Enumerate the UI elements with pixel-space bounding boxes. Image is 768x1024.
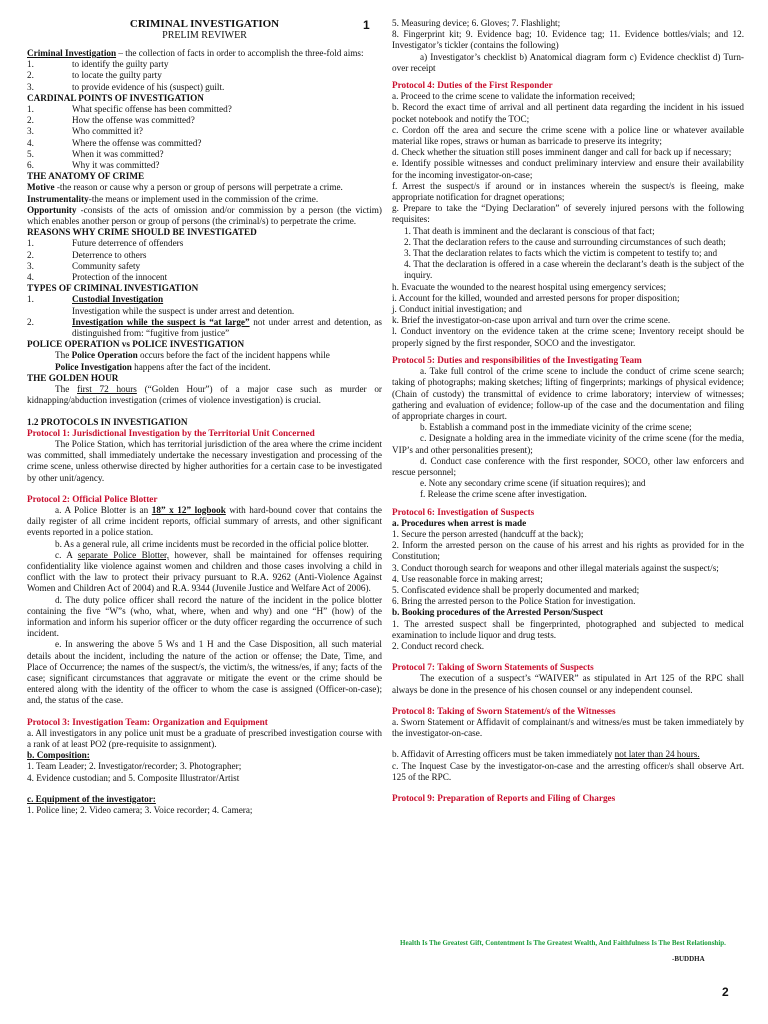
list-item: e. Note any secondary crime scene (if situation requires); and (420, 478, 646, 489)
protocol-heading: Protocol 1: Jurisdictional Investigation by the Territorial Unit Concerned (27, 427, 315, 438)
protocol-text: a. Sworn Statement or Affidavit of complainant/s and witness/es must be taken immediately by the investigator-on-case. (392, 716, 744, 739)
list-item: 4. Use reasonable force in making arrest; (392, 573, 543, 584)
page-number: 2 (722, 985, 729, 999)
protocol-text: The Police Station, which has territorial jurisdiction of the area where the crime incident was committed, shall immediately undertake the necessary investigation and processing of the crime scene, unless otherwise directed by higher authorities for a certain case to be investigated by other unit/agency. (27, 438, 382, 483)
list-item: 3. Conduct thorough search for weapons and other illegal materials against the suspect/s; (392, 562, 719, 573)
list-item: 2. How the offense was committed? (27, 115, 195, 126)
protocol-text: a. All investigators in any police unit must be a graduate of prescribed investigation course with a rank of at least PO2 (pre-requisite to assignment). (27, 727, 382, 749)
list-item: 1. Secure the person arrested (handcuff at the back); (392, 528, 584, 539)
protocol-heading: Protocol 9: Preparation of Reports and Filing of Charges (392, 793, 616, 803)
list-item: 2. to locate the guilty party (27, 70, 162, 81)
protocol-text: The execution of a suspect’s “WAIVER” as stipulated in Art 125 of the RPC shall always be done in the presence of his chosen counsel or any independent counsel. (392, 673, 744, 695)
list-item: a. Take full control of the crime scene to include the conduct of crime scene search; taking of photographs; making sketches; lifting of fingerprints; markings of physical evidence; (Chain of custody) the transmittal of evidence to crime laboratory; interview of witnesses; gathering and evaluation of evidence; follow-up of the case and the documentation and filing of appropriate charges in court. (392, 366, 744, 421)
arrest-procedures-list (392, 529, 744, 607)
list-item: 1. Custodial Investigation (27, 294, 164, 305)
section-heading: THE GOLDEN HOUR (27, 372, 119, 383)
protocol-text: a. A Police Blotter is an 18” x 12” logbook with hard-bound cover that contains the daily register of all crime incident reports, official summary of arrests, and other significant events reported in a police station. (27, 504, 382, 538)
list-item: c. Designate a holding area in the immediate vicinity of the crime scene (for the media, VIP’s and other personalities present); (392, 433, 744, 455)
sub-heading: a. Procedures when arrest is made (392, 517, 527, 528)
protocol-text: b. Affidavit of Arresting officers must be taken immediately not later than 24 hours. (392, 749, 700, 760)
list-item: i. Account for the killed, wounded and arrested persons for proper disposition; (392, 292, 680, 303)
protocol-heading: Protocol 8: Taking of Sworn Statement/s of the Witnesses (392, 705, 616, 716)
protocol-text: e. In answering the above 5 Ws and 1 H and the Case Disposition, all such material details about the incident, including the nature of the action or offense; the Date, Time, and Place of Occurrence; the names of the suspect/s, the victim/s, the witness/es, if any; facts of the case; significant circumstances that aggravate or mitigate the event or the crime should be entered along with the identity of the officer to whom the case is assigned (Officer-on-case); and, the status of the case. (27, 639, 382, 706)
list-item: 6. Bring the arrested person to the Police Station for investigation. (392, 596, 636, 607)
list-item: b. Establish a command post in the immediate vicinity of the crime scene; (420, 422, 692, 433)
list-item: 4. Where the offense was committed? (27, 137, 202, 148)
list-item-desc: Investigation while the suspect is under arrest and detention. (72, 305, 295, 316)
equipment-text: 5. Measuring device; 6. Gloves; 7. Flashlight; (392, 18, 561, 28)
instrumentality-definition: Instrumentality-the means or implement used in the commission of the crime. (27, 193, 319, 204)
section-heading: POLICE OPERATION vs POLICE INVESTIGATION (27, 339, 245, 350)
protocol-heading: Protocol 7: Taking of Sworn Statements of Suspects (392, 662, 594, 673)
opportunity-definition: Opportunity -consists of the acts of omission and/or commission by a person (the victim) which enables another person or group of persons (the criminal/s) to perpetrate the crime. (27, 204, 382, 227)
list-item: 2. Deterrence to others (27, 249, 147, 260)
protocol-text: c. A separate Police Blotter, however, shall be maintained for offenses requiring confidentiality like violence against women and children and those cases involving a child in conflict with the law to protect their privacy pursuant to R.A. 9262 (Anti-Violence Against Women and Children Act of 2004) and R.A. 9344 (Juvenile Justice and Welfare Act of 2006). (27, 549, 382, 594)
list-item: f. Arrest the suspect/s if around or in instances wherein the suspect/s is fleeing, make appropriate notification for dragnet operations; (392, 180, 744, 203)
equipment-text: a) Investigator’s checklist b) Anatomical diagram form c) Evidence checklist d) Turn-over receipt (392, 51, 744, 73)
list-item: g. Prepare to take the “Dying Declaration” of severely injured persons with the following requisites: (392, 203, 744, 225)
document-subtitle: PRELIM REVIWER (162, 30, 247, 41)
section-heading: TYPES OF CRIMINAL INVESTIGATION (27, 283, 199, 294)
section-heading: REASONS WHY CRIME SHOULD BE INVESTIGATED (27, 227, 257, 238)
cardinal-list (27, 104, 382, 171)
list-item: l. Conduct inventory on the evidence taken at the crime scene; Inventory receipt should be properly signed by the first responder, SOCO and the investigator. (392, 326, 744, 348)
protocol-text: d. The duty police officer shall record the nature of the incident in the police blotter containing the five “W”s (who, what, where, when and why) and one “H” (how) of the information and inform his superior officer or the duty officer regarding the occurrence of such incident. (27, 594, 382, 639)
police-operation-text: The Police Operation occurs before the fact of the incident happens while (55, 350, 330, 361)
list-item: c. Cordon off the area and secure the crime scene with a police line or whatever available material like ropes, straws or human as barricade to preserve its integrity; (392, 124, 744, 147)
list-item: h. Evacuate the wounded to the nearest hospital using emergency services; (392, 281, 667, 292)
protocol-text: 1. Police line; 2. Video camera; 3. Voice recorder; 4. Camera; (27, 805, 253, 815)
section-heading: CARDINAL POINTS OF INVESTIGATION (27, 92, 204, 103)
reasons-list (27, 238, 382, 283)
section-heading: 1.2 PROTOCOLS IN INVESTIGATION (27, 416, 188, 427)
list-item: 1. The arrested suspect shall be fingerprinted, photographed and subjected to medical examination to include liquor and drug tests. (392, 618, 744, 640)
protocol-text: 1. Team Leader; 2. Investigator/recorder; 3. Photographer; (27, 761, 242, 772)
document-title: CRIMINAL INVESTIGATION (129, 18, 280, 30)
protocol-heading: Protocol 3: Investigation Team: Organization and Equipment (27, 716, 268, 727)
list-item: a. Proceed to the crime scene to validate the information received; (392, 91, 636, 102)
list-item: 4. That the declaration is offered in a case wherein the declarant’s death is the subject of the inquiry. (404, 259, 744, 281)
aims-list (27, 59, 382, 93)
list-item: 6. Why it was committed? (27, 160, 160, 171)
protocol-heading: Protocol 6: Investigation of Suspects (392, 506, 535, 517)
sub-heading: b. Booking procedures of the Arrested Person/Suspect (392, 607, 604, 618)
protocol-heading: Protocol 4: Duties of the First Responder (392, 80, 553, 91)
booking-procedures-list (392, 619, 744, 653)
list-item: 2. Conduct record check. (392, 640, 485, 651)
list-item: j. Conduct initial investigation; and (392, 304, 522, 315)
page-number: 1 (363, 18, 370, 32)
list-item: 3. Community safety (27, 260, 141, 271)
protocol-heading: Protocol 2: Official Police Blotter (27, 493, 158, 504)
golden-hour-text: The first 72 hours (“Golden Hour”) of a major case such as murder or kidnapping/abduction investigation (crimes of violence investigation) is crucial. (27, 384, 382, 406)
list-item: 2. That the declaration refers to the cause and surrounding circumstances of such death; (404, 236, 726, 247)
list-item: f. Release the crime scene after investigation. (420, 489, 587, 500)
quote-author: -BUDDHA (672, 955, 705, 963)
list-item: b. Record the exact time of arrival and all pertinent data regarding the incident in his issued pocket notebook and notify the TOC; (392, 102, 744, 124)
list-item: 4. Protection of the innocent (27, 272, 168, 283)
investigating-team-list (392, 366, 744, 500)
motive-definition: Motive -the reason or cause why a person or group of persons will perpetrate a crime. (27, 182, 343, 193)
list-item: 5. When it was committed? (27, 148, 164, 159)
police-investigation-text: Police Investigation happens after the fact of the incident. (55, 361, 271, 372)
list-item: k. Brief the investigator-on-case upon arrival and turn over the crime scene. (392, 315, 671, 326)
list-item: 3. That the declaration relates to facts which the victim is competent to testify to; and (404, 248, 718, 259)
list-item: 1. Future deterrence of offenders (27, 238, 184, 249)
definition: Criminal Investigation – the collection of facts in order to accomplish the three-fold aims: (27, 48, 364, 58)
list-item: 5. Confiscated evidence shall be properly documented and marked; (392, 584, 640, 595)
list-item: 1. to identify the guilty party (27, 59, 169, 70)
list-item: 1. What specific offense has been committed? (27, 104, 232, 115)
protocol-text: c. The Inquest Case by the investigator-on-case and the arresting officer/s shall observe Art. 125 of the RPC. (392, 760, 744, 782)
left-column (27, 18, 382, 816)
protocol-heading: Protocol 5: Duties and responsibilities of the Investigating Team (392, 354, 642, 365)
list-item: 2. Investigation while the suspect is “at large” not under arrest and detention, as distinguished from: “fugitive from justice” (27, 316, 383, 339)
list-item: 3. Who committed it? (27, 126, 143, 137)
first-responder-list (392, 91, 744, 349)
footer-quote: Health Is The Greatest Gift, Contentment Is The Greatest Wealth, And Faithfulness Is The Best Relationship. (400, 939, 726, 947)
list-item: d. Conduct case conference with the first responder, SOCO, other law enforcers and rescue personnel; (392, 455, 744, 477)
list-item: e. Identify possible witnesses and conduct preliminary interview and ensure their availability for the incoming investigator-on-case; (392, 158, 744, 180)
sub-heading: c. Equipment of the investigator: (27, 793, 156, 804)
sub-heading: b. Composition: (27, 750, 90, 761)
equipment-text: 8. Fingerprint kit; 9. Evidence bag; 10. Evidence tag; 11. Evidence bottles/vials; and 12. Investigator’s tickler (contains the following) (392, 29, 744, 51)
right-column (392, 18, 744, 804)
protocol-text: b. As a general rule, all crime incidents must be recorded in the official police blotter. (55, 538, 369, 549)
protocol-text: 4. Evidence custodian; and 5. Composite Illustrator/Artist (27, 772, 240, 783)
section-heading: THE ANATOMY OF CRIME (27, 171, 145, 182)
list-item: 2. Inform the arrested person on the cause of his arrest and his rights as provided for in the Constitution; (392, 540, 744, 562)
list-item: 3. to provide evidence of his (suspect) guilt. (27, 81, 225, 92)
list-item: 1. That death is imminent and the declarant is conscious of that fact; (404, 225, 655, 236)
list-item: d. Check whether the situation still poses imminent danger and call for back up if necessary; (392, 147, 732, 158)
